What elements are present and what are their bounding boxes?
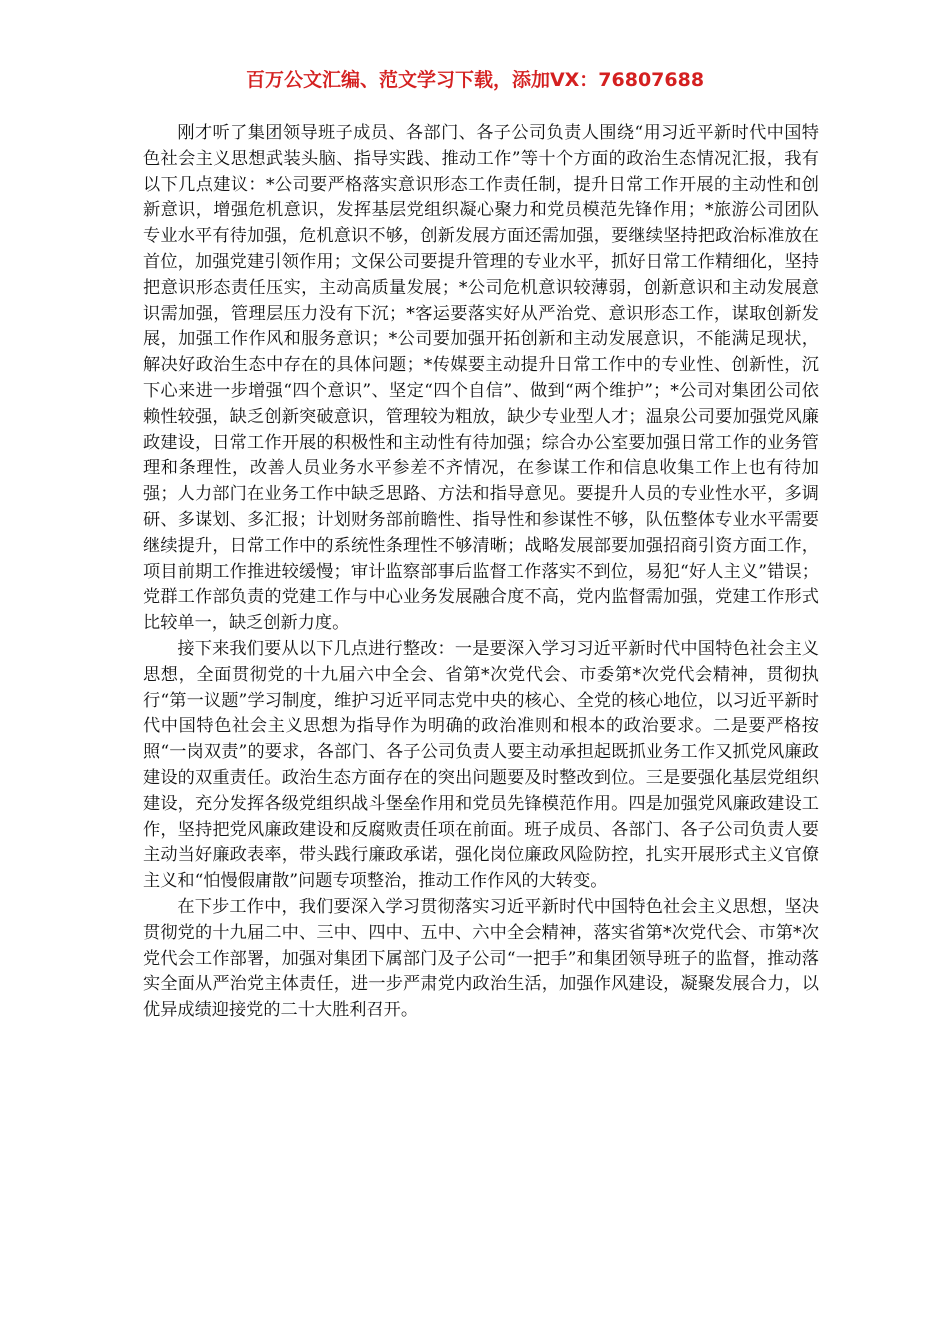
paragraph-2: 接下来我们要从以下几点进行整改：一是要深入学习习近平新时代中国特色社会主义思想，全面贯彻党的十九届六中全会、省第*次党代会、市委第*次党代会精神，贯彻执行“第一议题”学习制度，维护习近平同志党中央的核心、全党的核心地位，以习近平新时代中国特色社会主义思想为指导作为明确的政治准则和根本的政治要求。二是要严格按照“一岗双责”的要求，各部门、各子公司负责人要主动承担起既抓业务工作又抓党风廉政建设的双重责任。政治生态方面存在的突出问题要及时整改到位。三是要强化基层党组织建设，充分发挥各级党组织战斗堡垒作用和党员先锋模范作用。四是加强党风廉政建设工作，坚持把党风廉政建设和反腐败责任项在前面。班子成员、各部门、各子公司负责人要主动当好廉政表率，带头践行廉政承诺，强化岗位廉政风险防控，扎实开展形式主义官僚主义和“怕慢假庸散”问题专项整治，推动工作作风的大转变。 <box>143 638 819 892</box>
paragraph-1: 刚才听了集团领导班子成员、各部门、各子公司负责人围绕“用习近平新时代中国特色社会主义思想武装头脑、指导实践、推动工作”等十个方面的政治生态情况汇报，我有以下几点建议：*公司要严格落实意识形态工作责任制，提升日常工作开展的主动性和创新意识，增强危机意识，发挥基层党组织凝心聚力和党员模范先锋作用；*旅游公司团队专业水平有待加强，危机意识不够，创新发展方面还需加强，要继续坚持把政治标准放在首位，加强党建引领作用；文保公司要提升管理的专业水平，抓好日常工作精细化，坚持把意识形态责任压实，主动高质量发展；*公司危机意识较薄弱，创新意识和主动发展意识需加强，管理层压力没有下沉；*客运要落实好从严治党、意识形态工作，谋取创新发展，加强工作作风和服务意识；*公司要加强开拓创新和主动发展意识，不能满足现状，解决好政治生态中存在的具体问题；*传媒要主动提升日常工作中的专业性、创新性，沉下心来进一步增强“四个意识”、坚定“四个自信”、做到“两个维护”；*公司对集团公司依赖性较强，缺乏创新突破意识，管理较为粗放，缺少专业型人才；温泉公司要加强党风廉政建设，日常工作开展的积极性和主动性有待加强；综合办公室要加强日常工作的业务管理和条理性，改善人员业务水平参差不齐情况，在参谋工作和信息收集工作上也有待加强；人力部门在业务工作中缺乏思路、方法和指导意见。要提升人员的专业性水平，多调研、多谋划、多汇报；计划财务部前瞻性、指导性和参谋性不够，队伍整体专业水平需要继续提升，日常工作中的系统性条理性不够清晰；战略发展部要加强招商引资方面工作，项目前期工作推进较缓慢；审计监察部事后监督工作落实不到位，易犯“好人主义”错误；党群工作部负责的党建工作与中心业务发展融合度不高，党内监督需加强，党建工作形式比较单一，缺乏创新力度。 <box>143 123 819 634</box>
paragraph-3: 在下步工作中，我们要深入学习贯彻落实习近平新时代中国特色社会主义思想，坚决贯彻党的十九届二中、三中、四中、五中、六中全会精神，落实省第*次党代会、市第*次党代会工作部署，加强对集团下属部门及子公司“一把手”和集团领导班子的监督，推动落实全面从严治党主体责任，进一步严肃党内政治生活，加强作风建设，凝聚发展合力，以优异成绩迎接党的二十大胜利召开。 <box>143 896 819 1021</box>
document-body <box>143 121 819 1024</box>
watermark-header: 百万公文汇编、范文学习下载，添加VX：76807688 <box>245 69 705 91</box>
